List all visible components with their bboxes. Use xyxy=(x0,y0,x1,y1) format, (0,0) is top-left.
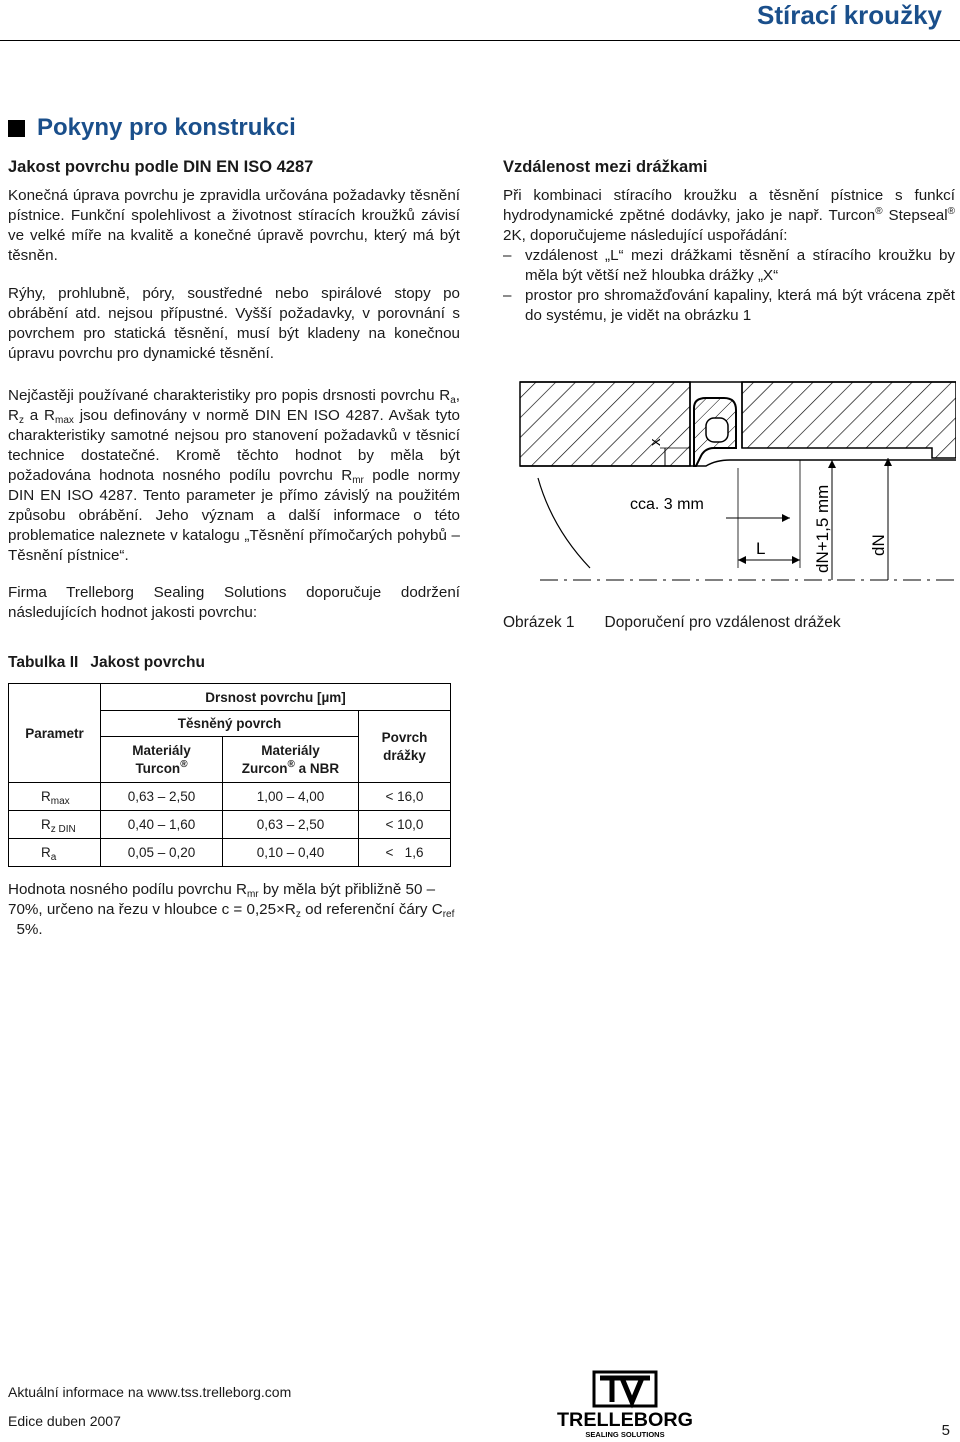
footer-info: Aktuální informace na www.tss.trelleborg.com xyxy=(8,1384,292,1400)
section-title: Pokyny pro konstrukci xyxy=(37,114,296,141)
table-row: $R_a$ 0,05 – 0,20 0,10 – 0,40 < 1,6 xyxy=(9,839,451,867)
paragraph-3: Nejčastěji používané charakteristiky pro popis drsnosti povrchu $R_a$, $R_z$ a $R_{max}$ jsou definovány v normě DIN EN ISO 4287. Avšak tyto charakteristiky samotné nejsou pro stanovení požadavků v těsnicí technice dostatečné. Kromě těchto hodnot by měla být požadována hodnota nosného podílu povrchu $R_{mr}$ podle normy DIN EN ISO 4287. Tento parameter je přímo závislý na použitém způsobu obrábění. Jeho význam a další informace o této problematice naleznete v katalogu „Těsnění přímočarých pohybů – Těsnění pístnice“. xyxy=(8,387,460,564)
bullet-square-icon xyxy=(8,120,25,137)
table-title: Jakost povrchu xyxy=(90,654,205,671)
paragraph-1: Konečná úprava povrchu je zpravidla určována požadavky těsnění pístnice. Funkční spolehlivost a životnost stíracích kroužků závisí ve velké míře na kvalitě a konečné úpravě povrchu, který má být těsněn. xyxy=(8,187,460,264)
figure-number: Obrázek 1 xyxy=(503,614,575,631)
header-turcon: Materiály Turcon® xyxy=(101,737,223,783)
figure-caption xyxy=(503,614,841,632)
section-heading xyxy=(8,114,296,142)
right-column xyxy=(503,157,955,326)
label-dn: dN xyxy=(869,534,888,556)
footer-edition: Edice duben 2007 xyxy=(8,1413,121,1429)
logo-subtext: SEALING SOLUTIONS xyxy=(585,1430,665,1439)
surface-quality-table xyxy=(8,683,451,867)
header-groove: Povrch drážky xyxy=(359,711,451,783)
label-dn15: dN+1,5 mm xyxy=(813,484,832,573)
page-number: 5 xyxy=(941,1422,950,1439)
header-roughness: Drsnost povrchu [µm] xyxy=(101,684,451,711)
logo-text: TRELLEBORG xyxy=(557,1410,693,1431)
header-sealed: Těsněný povrch xyxy=(101,711,359,737)
header-param: Parametr xyxy=(9,684,101,783)
trelleborg-logo xyxy=(550,1370,700,1440)
figure-title: Doporučení pro vzdálenost drážek xyxy=(604,614,841,631)
housing-hatch-right xyxy=(742,382,956,458)
recommendation-list xyxy=(503,246,955,326)
paragraph-4: Firma Trelleborg Sealing Solutions doporučuje dodržení následujících hodnot jakosti povrchu: xyxy=(8,584,460,621)
list-item: – prostor pro shromažďování kapaliny, která má být vrácena zpět do systému, je vidět na obrázku 1 xyxy=(503,287,955,324)
rod-curve xyxy=(538,478,590,568)
footnote: Hodnota nosného podílu povrchu $R_{mr}$ by měla být přibližně 50 – 70%, určeno na řezu v hloubce $c = 0,25\times R_z$ od referenční čáry $C_{ref}$ 5%. xyxy=(8,881,455,938)
page-title: Stírací kroužky xyxy=(757,0,942,30)
label-L: L xyxy=(756,539,766,558)
table-row: $R_{z DIN}$ 0,40 – 1,60 0,63 – 2,50 < 10,0 xyxy=(9,811,451,839)
list-item: – vzdálenost „L“ mezi drážkami těsnění a stíracího kroužku by měla být větší než hloubka drážky „X“ xyxy=(503,247,955,284)
table-caption xyxy=(8,654,205,672)
table-number: Tabulka II xyxy=(8,654,79,671)
surface-quality-heading: Jakost povrchu podle DIN EN ISO 4287 xyxy=(8,158,314,176)
groove-distance-figure xyxy=(510,368,956,588)
label-cca: cca. 3 mm xyxy=(630,496,704,513)
seal-oring xyxy=(706,418,728,442)
left-column xyxy=(8,157,460,641)
table-row: $R_{max}$ 0,63 – 2,50 1,00 – 4,00 < 16,0 xyxy=(9,783,451,811)
paragraph-2: Rýhy, prohlubně, póry, soustředné nebo spirálové stopy po obrábění atd. nejsou přípustné. Vyšší požadavky, v porovnání s povrchem pro statická těsnění, musí být kladeny na konečnou úpravu povrchu pro dynamické těsnění. xyxy=(8,285,460,362)
header-zurcon: Materiály Zurcon® a NBR xyxy=(223,737,359,783)
groove-distance-heading: Vzdálenost mezi drážkami xyxy=(503,158,708,176)
label-x: x xyxy=(647,438,664,446)
right-intro: Při kombinaci stíracího kroužku a těsnění pístnice s funkcí hydrodynamické zpětné dodávky, jako je např. Turcon® Stepseal® 2K, doporučujeme následující uspořádání: xyxy=(503,187,955,244)
title-rule xyxy=(0,40,960,41)
